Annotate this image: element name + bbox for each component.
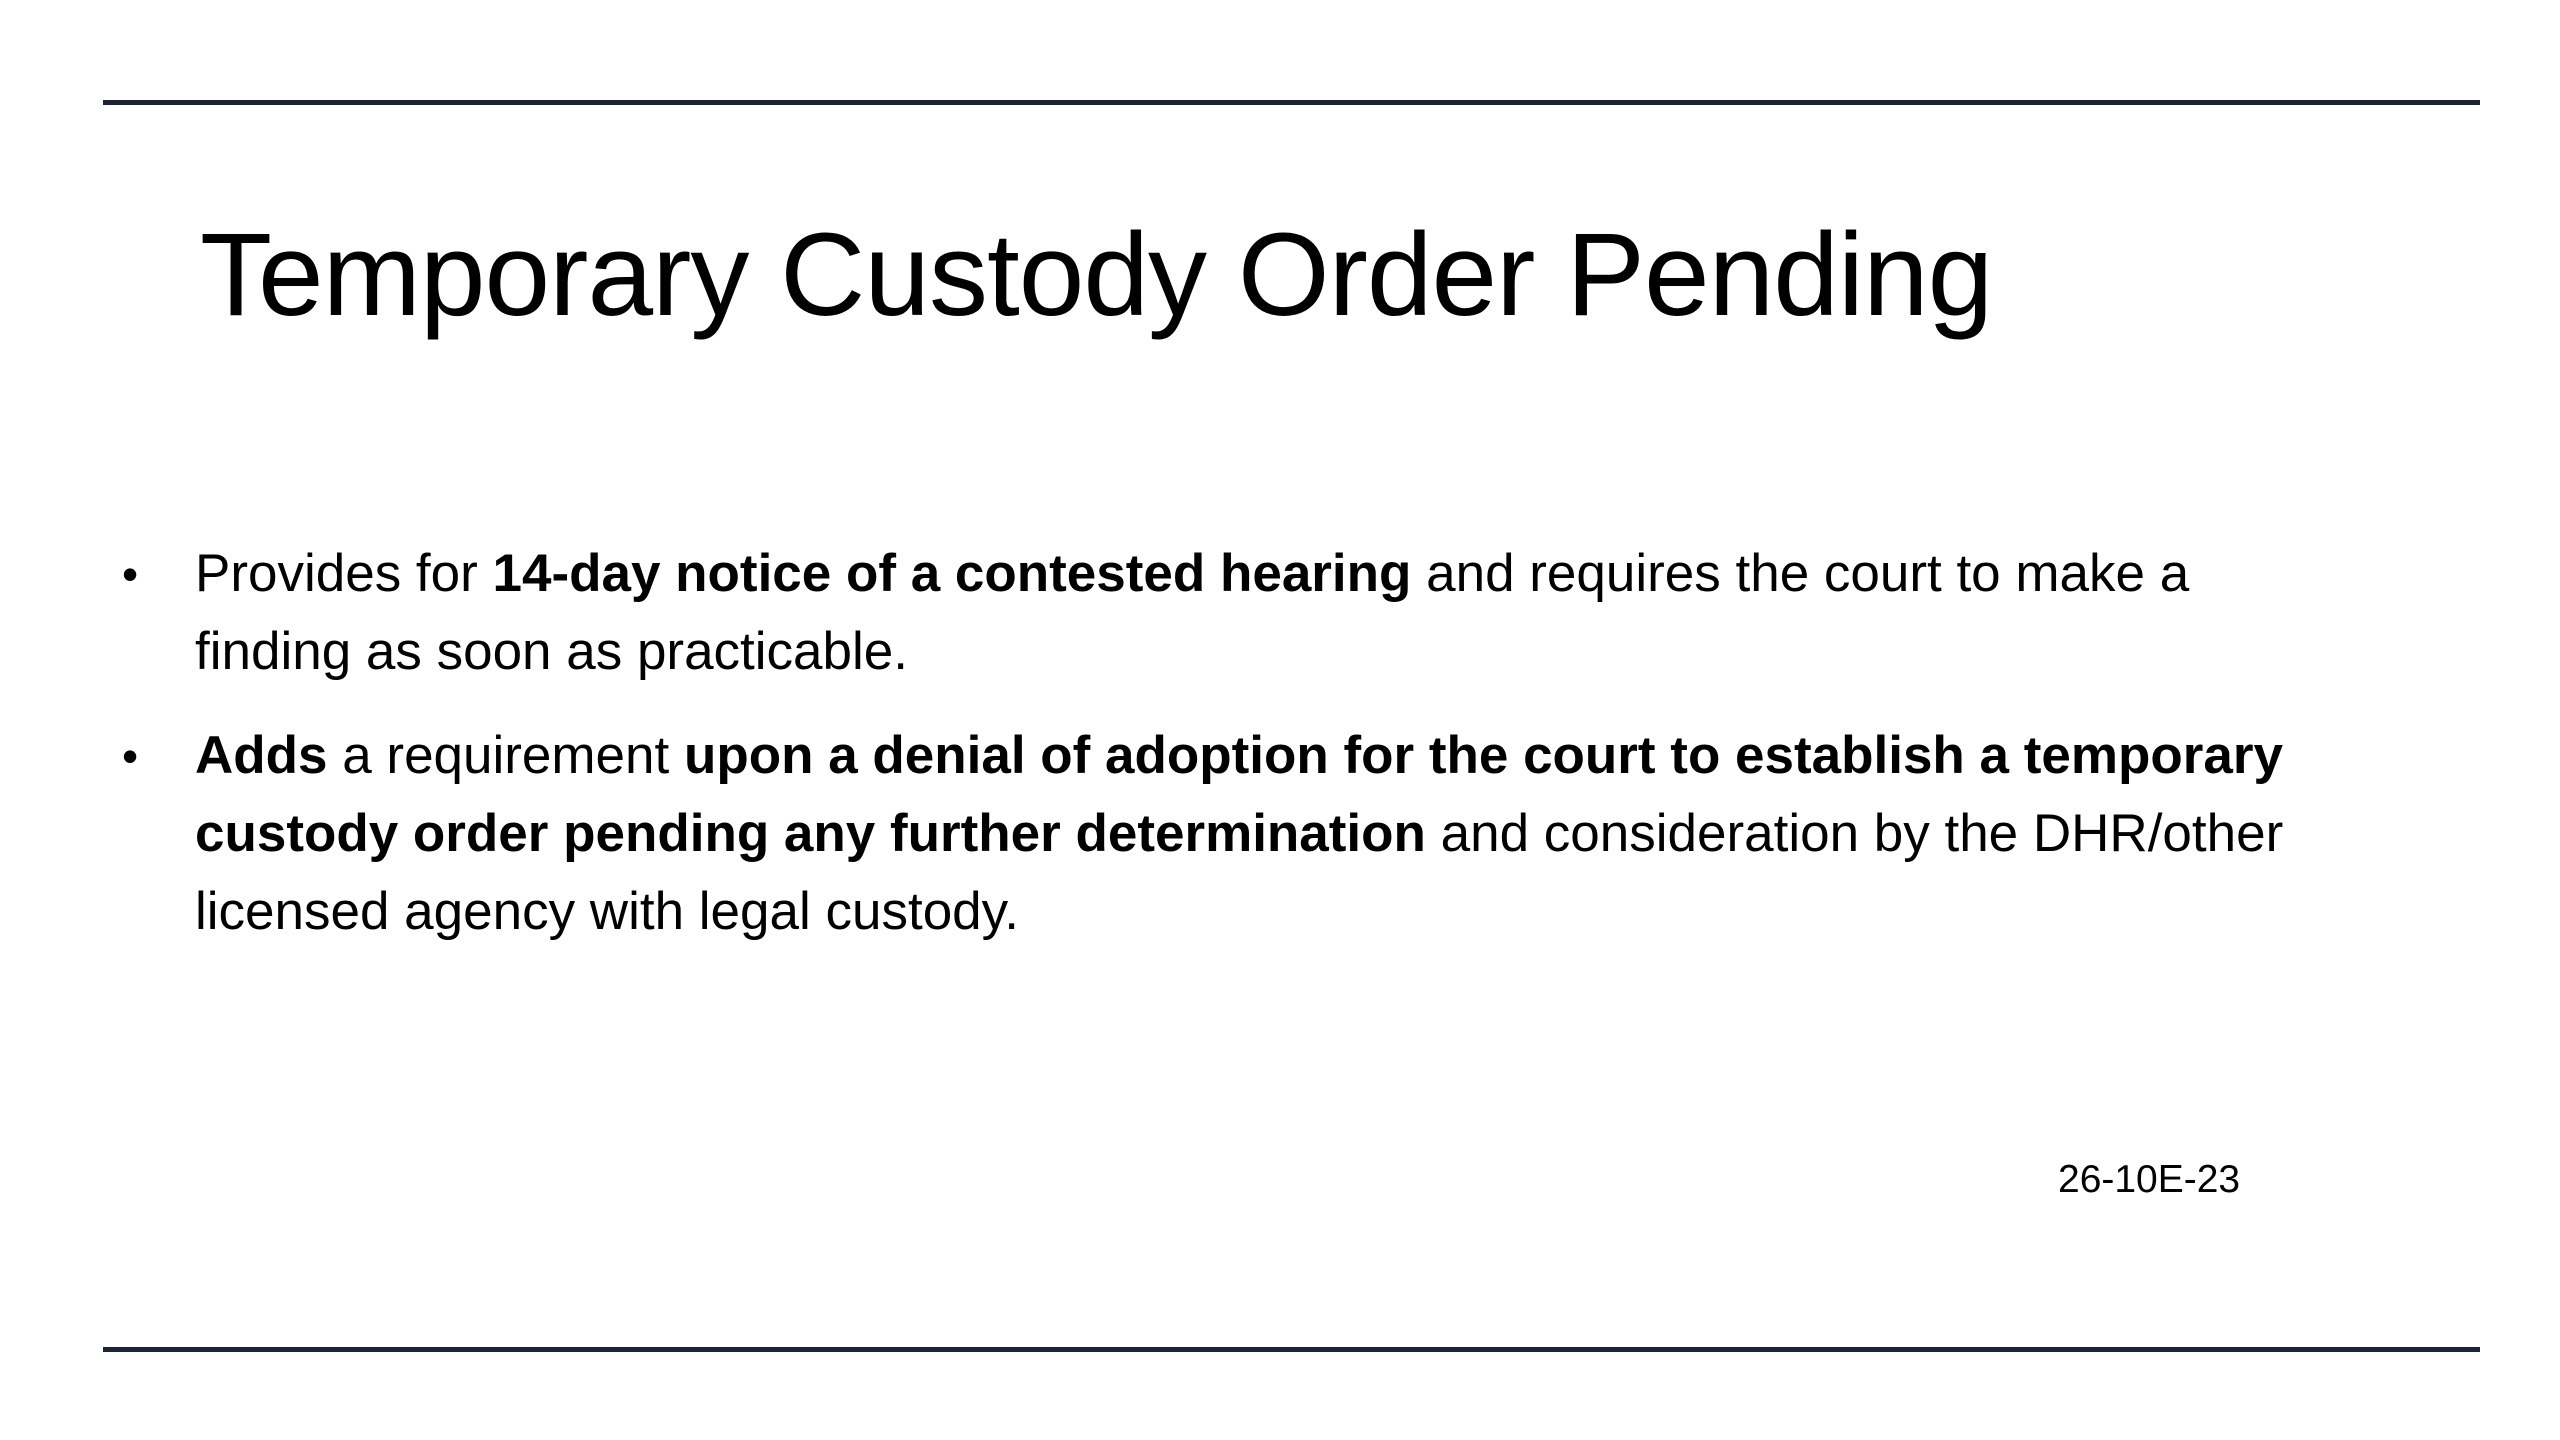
statute-code-label: 26-10E-23 xyxy=(2058,1158,2241,1201)
bullet-text-regular: a requirement xyxy=(327,726,684,785)
bullet-text-bold: Adds xyxy=(195,726,328,785)
bullet-text-regular: Provides for xyxy=(195,544,493,603)
bullet-text-bold: upon a denial of adoption for the court to establish a temporary custody order pending any further determination xyxy=(195,726,2283,863)
bullet-dot-icon: • xyxy=(122,730,139,782)
bottom-divider-line xyxy=(103,1347,2480,1352)
slide-title: Temporary Custody Order Pending xyxy=(200,209,1993,341)
bullet-text-bold: 14-day notice of a contested hearing xyxy=(492,544,1412,603)
bullet-item xyxy=(120,717,2360,951)
top-divider-line xyxy=(103,100,2480,105)
bullet-list xyxy=(120,535,2360,977)
bullet-dot-icon: • xyxy=(122,548,139,600)
bullet-text-regular: and consideration by the DHR/other licensed agency with legal custody. xyxy=(195,804,2284,941)
bullet-item xyxy=(120,535,2360,691)
bullet-text-regular: and requires the court to make a finding as soon as practicable. xyxy=(195,544,2190,681)
